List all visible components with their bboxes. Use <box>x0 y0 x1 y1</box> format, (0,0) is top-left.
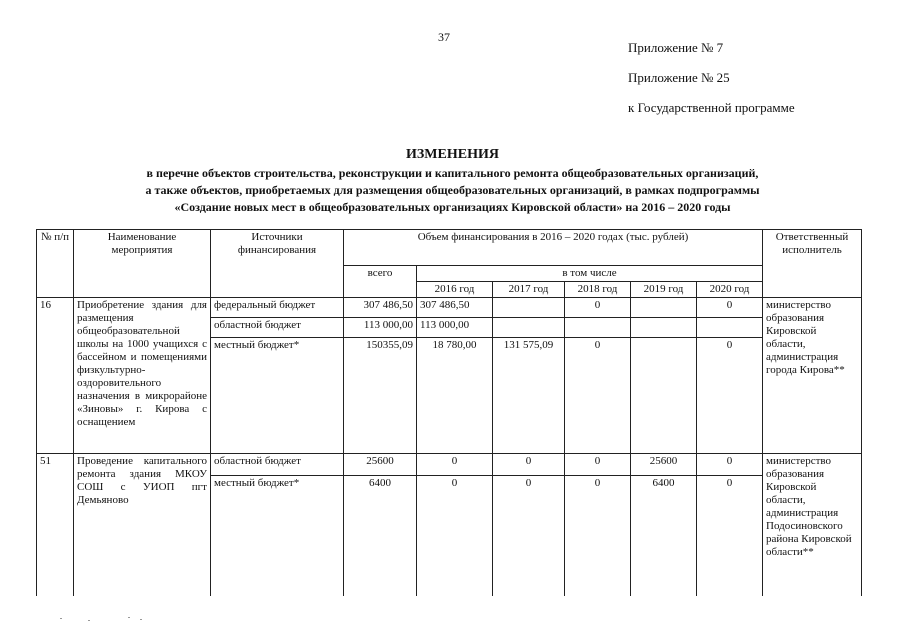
header-sources: Источники финансирования <box>211 230 344 298</box>
row-value-2020: 0 <box>697 298 763 318</box>
row-source: местный бюджет* <box>211 338 344 454</box>
scan-speck <box>60 618 62 619</box>
row-value-2020: 0 <box>697 476 763 596</box>
row-value-2017: 131 575,09 <box>493 338 565 454</box>
row-name: Приобретение здания для размещения общеобразовательной школы на 1000 учащихся с бассейном и помещениями физкультурно-оздоровительного назначения в микрорайоне «Зиновы» г. Кирова с оснащением <box>74 298 211 454</box>
document-title: ИЗМЕНЕНИЯ <box>406 147 499 162</box>
header-year-2018: 2018 год <box>565 282 631 298</box>
row-total: 6400 <box>344 476 417 596</box>
header-responsible: Ответственный исполнитель <box>763 230 862 298</box>
row-value-2016: 307 486,50 <box>417 298 493 318</box>
header-num: № п/п <box>37 230 74 298</box>
changes-table <box>36 229 862 596</box>
title-line-3: «Создание новых мест в общеобразовательных организациях Кировской области» на 2016 – 2020 годы <box>174 200 731 214</box>
title-line-2: а также объектов, приобретаемых для размещения общеобразовательных организаций, в рамках подпрограммы <box>145 183 760 197</box>
row-source: местный бюджет* <box>211 476 344 596</box>
row-value-2020 <box>697 318 763 338</box>
row-value-2018: 0 <box>565 338 631 454</box>
row-total: 25600 <box>344 454 417 476</box>
page-number: 37 <box>438 30 450 44</box>
row-source: федеральный бюджет <box>211 298 344 318</box>
title-line-1: в перечне объектов строительства, реконструкции и капитального ремонта общеобразовательных организаций, <box>146 166 759 180</box>
table-row <box>37 298 862 318</box>
row-name: Проведение капитального ремонта здания МКОУ СОШ с УИОП пгт Демьяново <box>74 454 211 596</box>
row-value-2016: 18 780,00 <box>417 338 493 454</box>
header-name: Наименование мероприятия <box>74 230 211 298</box>
row-responsible: министерство образования Кировской области, администрация Подосиновского района Кировской области** <box>763 454 862 596</box>
row-value-2017: 0 <box>493 454 565 476</box>
row-value-2017 <box>493 298 565 318</box>
table-row <box>37 454 862 476</box>
header-year-2020: 2020 год <box>697 282 763 298</box>
row-value-2016: 0 <box>417 454 493 476</box>
scan-speck <box>140 619 142 620</box>
header-year-2019: 2019 год <box>631 282 697 298</box>
row-value-2018: 0 <box>565 476 631 596</box>
row-value-2019 <box>631 338 697 454</box>
scan-speck <box>88 620 90 621</box>
row-value-2017: 0 <box>493 476 565 596</box>
header-including: в том числе <box>417 266 763 282</box>
row-value-2019 <box>631 298 697 318</box>
row-value-2018: 0 <box>565 454 631 476</box>
row-value-2018 <box>565 318 631 338</box>
row-value-2020: 0 <box>697 338 763 454</box>
row-responsible: министерство образования Кировской области, администрация города Кирова** <box>763 298 862 454</box>
row-total: 113 000,00 <box>344 318 417 338</box>
appendix-line-1: Приложение № 7 <box>628 40 724 55</box>
row-value-2019: 6400 <box>631 476 697 596</box>
row-number: 16 <box>37 298 74 454</box>
appendix-line-2: Приложение № 25 <box>628 70 730 85</box>
row-value-2019: 25600 <box>631 454 697 476</box>
row-number: 51 <box>37 454 74 596</box>
row-total: 307 486,50 <box>344 298 417 318</box>
row-source: областной бюджет <box>211 318 344 338</box>
row-value-2017 <box>493 318 565 338</box>
row-value-2016: 113 000,00 <box>417 318 493 338</box>
row-total: 150355,09 <box>344 338 417 454</box>
row-value-2020: 0 <box>697 454 763 476</box>
header-year-2017: 2017 год <box>493 282 565 298</box>
row-value-2018: 0 <box>565 298 631 318</box>
row-value-2016: 0 <box>417 476 493 596</box>
header-year-2016: 2016 год <box>417 282 493 298</box>
header-volume: Объем финансирования в 2016 – 2020 годах (тыс. рублей) <box>344 230 763 266</box>
appendix-line-3: к Государственной программе <box>628 100 795 115</box>
row-value-2019 <box>631 318 697 338</box>
scan-speck <box>128 617 130 618</box>
row-source: областной бюджет <box>211 454 344 476</box>
header-total: всего <box>344 266 417 298</box>
